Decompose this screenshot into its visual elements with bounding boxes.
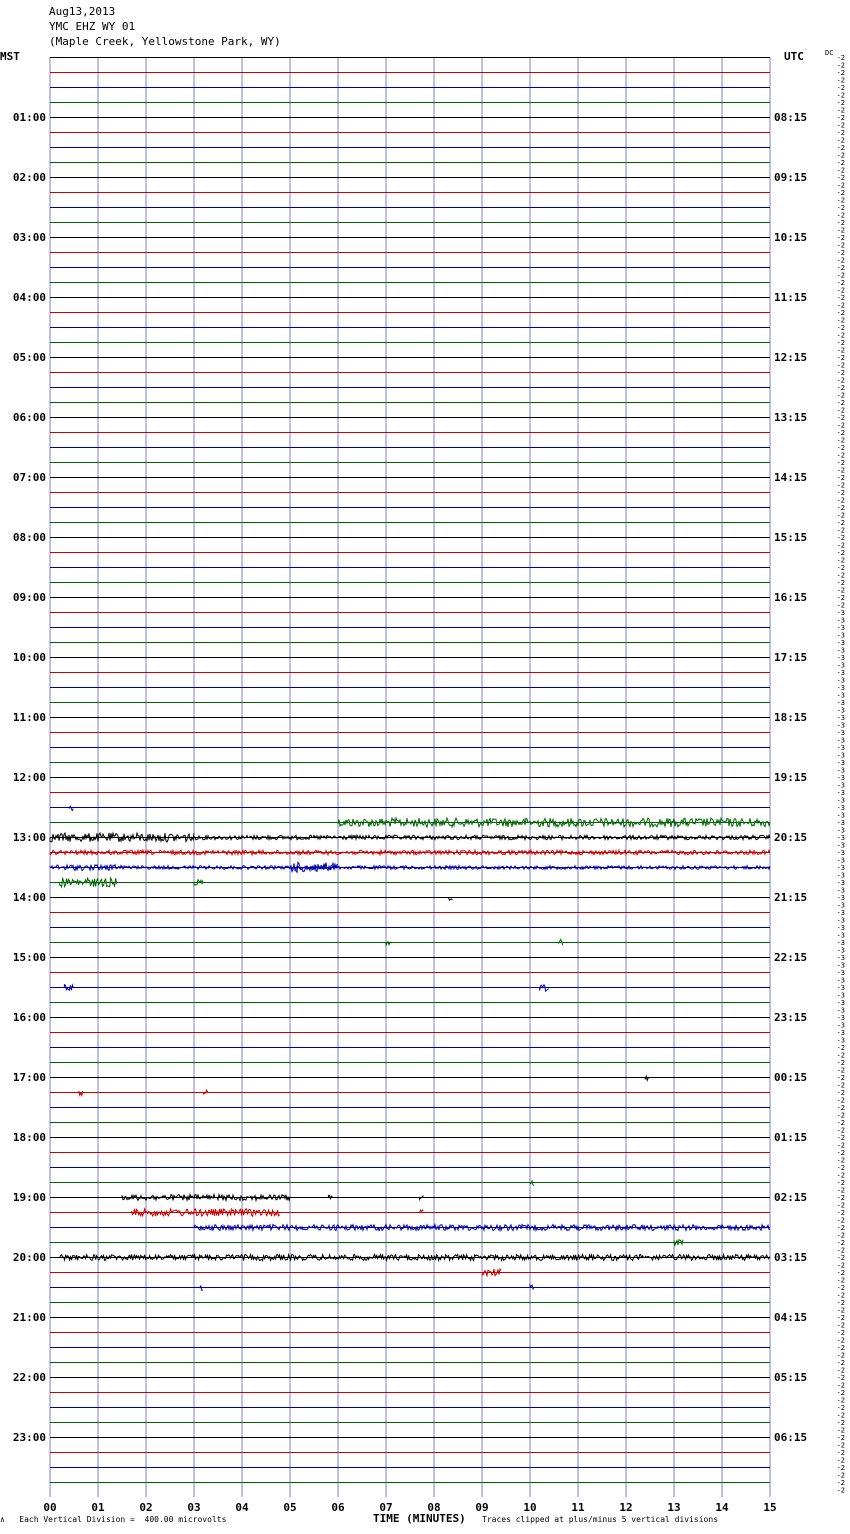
dc-offset-label: -2 bbox=[836, 414, 845, 422]
dc-offset-label: -2 bbox=[836, 1359, 845, 1367]
mst-axis-label: MST bbox=[0, 50, 20, 63]
dc-offset-label: -2 bbox=[836, 144, 845, 152]
dc-offset-label: -2 bbox=[836, 1089, 845, 1097]
minute-tick-label: 01 bbox=[91, 1501, 105, 1514]
mst-hour-label: 19:00 bbox=[12, 1191, 46, 1204]
dc-offset-label: -2 bbox=[836, 316, 845, 325]
dc-offset-label: -2 bbox=[836, 1449, 845, 1457]
dc-offset-label: -3 bbox=[836, 999, 845, 1007]
dc-offset-label: -2 bbox=[836, 1209, 845, 1217]
trace-activity-path bbox=[328, 1195, 332, 1198]
dc-offset-label: -2 bbox=[836, 1479, 845, 1487]
dc-offset-label: -2 bbox=[836, 436, 845, 445]
dc-offset-label: -2 bbox=[836, 526, 845, 535]
dc-offset-label: -2 bbox=[836, 399, 845, 407]
dc-offset-label: -2 bbox=[836, 211, 845, 220]
mst-hour-label: 15:00 bbox=[12, 951, 46, 964]
dc-offset-label: -2 bbox=[836, 601, 845, 610]
dc-offset-label: -2 bbox=[836, 1081, 845, 1090]
dc-offset-label: -2 bbox=[836, 1059, 845, 1067]
seismic-traces bbox=[50, 58, 770, 1483]
dc-offset-label: -3 bbox=[836, 744, 845, 752]
dc-offset-label: -3 bbox=[836, 826, 845, 835]
dc-offset-label: -2 bbox=[836, 1254, 845, 1262]
dc-offset-label: -2 bbox=[836, 339, 845, 347]
dc-offset-label: -3 bbox=[836, 946, 845, 955]
minute-tick-label: 14 bbox=[715, 1501, 729, 1514]
trace-activity-path bbox=[69, 806, 73, 810]
dc-offset-label: -3 bbox=[836, 774, 845, 782]
dc-offset-label: -3 bbox=[836, 939, 845, 947]
dc-offset-label: -2 bbox=[836, 444, 845, 452]
dc-offset-label: -3 bbox=[836, 991, 845, 1000]
mst-hour-label: 03:00 bbox=[12, 231, 46, 244]
dc-offset-label: -3 bbox=[836, 886, 845, 895]
utc-hour-label: 17:15 bbox=[774, 651, 808, 664]
dc-offset-label: -2 bbox=[836, 1299, 845, 1307]
mst-hour-label: 04:00 bbox=[12, 291, 46, 304]
dc-offset-label: -2 bbox=[836, 1276, 845, 1285]
dc-offset-label: -2 bbox=[836, 1411, 845, 1420]
mst-hour-label: 05:00 bbox=[12, 351, 46, 364]
header-date: Aug13,2013 bbox=[49, 5, 116, 18]
trace-activity bbox=[50, 806, 770, 1290]
mst-hour-label: 16:00 bbox=[12, 1011, 46, 1024]
utc-hour-label: 00:15 bbox=[774, 1071, 808, 1084]
dc-offset-label: -3 bbox=[836, 766, 845, 775]
dc-offset-label: -2 bbox=[836, 1464, 845, 1472]
clip-note: Traces clipped at plus/minus 5 vertical divisions bbox=[482, 1515, 719, 1524]
dc-offset-label: -2 bbox=[836, 76, 845, 85]
dc-offset-label: -3 bbox=[836, 646, 845, 655]
dc-offset-label: -3 bbox=[836, 871, 845, 880]
dc-offset-label: -2 bbox=[836, 226, 845, 235]
dc-offset-label: -2 bbox=[836, 159, 845, 167]
dc-offset-label: -3 bbox=[836, 1021, 845, 1030]
dc-offset-label: -2 bbox=[836, 69, 845, 77]
header-station: YMC EHZ WY 01 bbox=[49, 20, 136, 33]
dc-offset-label: -3 bbox=[836, 841, 845, 850]
dc-offset-label: -2 bbox=[836, 1156, 845, 1165]
dc-offset-label: -2 bbox=[836, 519, 845, 527]
minute-tick-label: 04 bbox=[235, 1501, 249, 1514]
mst-hour-label: 18:00 bbox=[12, 1131, 46, 1144]
dc-offset-label: -2 bbox=[836, 1194, 845, 1202]
dc-offset-label: -2 bbox=[836, 1201, 845, 1210]
dc-offset-label: -2 bbox=[836, 294, 845, 302]
trace-activity-path bbox=[540, 985, 549, 991]
dc-offset-label: -3 bbox=[836, 796, 845, 805]
utc-hour-label: 02:15 bbox=[774, 1191, 808, 1204]
dc-offset-label: -2 bbox=[836, 271, 845, 280]
dc-offset-label: -3 bbox=[836, 654, 845, 662]
dc-offset-label: -2 bbox=[836, 354, 845, 362]
utc-hour-label: 20:15 bbox=[774, 831, 808, 844]
utc-hour-label: 04:15 bbox=[774, 1311, 808, 1324]
dc-offset-label: -2 bbox=[836, 279, 845, 287]
minute-tick-label: 05 bbox=[283, 1501, 297, 1514]
mst-hour-label: 07:00 bbox=[12, 471, 46, 484]
dc-offset-label: -3 bbox=[836, 924, 845, 932]
dc-offset-label: -3 bbox=[836, 856, 845, 865]
dc-offset-label: -2 bbox=[836, 219, 845, 227]
dc-offset-label: -2 bbox=[836, 586, 845, 595]
dc-offset-label: -3 bbox=[836, 1029, 845, 1037]
dc-offset-label: -2 bbox=[836, 1126, 845, 1135]
dc-offset-label: -2 bbox=[836, 406, 845, 415]
trace-activity-path bbox=[199, 1286, 203, 1290]
dc-offset-label: -2 bbox=[836, 84, 845, 92]
dc-offset-label: -2 bbox=[836, 376, 845, 385]
mst-hour-label: 10:00 bbox=[12, 651, 46, 664]
minute-tick-label: 00 bbox=[43, 1501, 57, 1514]
dc-offset-label: -2 bbox=[836, 511, 845, 520]
dc-offset-label: -2 bbox=[836, 114, 845, 122]
dc-offset-label: -2 bbox=[836, 54, 845, 62]
dc-offset-label: -3 bbox=[836, 804, 845, 812]
utc-hour-label: 03:15 bbox=[774, 1251, 808, 1264]
dc-offset-label: -2 bbox=[836, 106, 845, 115]
dc-offset-label: -3 bbox=[836, 901, 845, 910]
dc-offset-label: -2 bbox=[836, 1351, 845, 1360]
utc-hour-label: 22:15 bbox=[774, 951, 808, 964]
dc-offset-label: -3 bbox=[836, 819, 845, 827]
trace-activity-path bbox=[290, 862, 338, 872]
dc-offset-label: -2 bbox=[836, 564, 845, 572]
utc-hour-label: 15:15 bbox=[774, 531, 808, 544]
dc-offset-label: -2 bbox=[836, 61, 845, 70]
dc-offset-label: -2 bbox=[836, 1246, 845, 1255]
utc-hour-label: 13:15 bbox=[774, 411, 808, 424]
dc-offset-label: -2 bbox=[836, 1104, 845, 1112]
dc-offset-label: -3 bbox=[836, 909, 845, 917]
dc-offset-label: -2 bbox=[836, 1471, 845, 1480]
mst-hour-label: 06:00 bbox=[12, 411, 46, 424]
dc-offset-label: -2 bbox=[836, 1456, 845, 1465]
dc-offset-label: -2 bbox=[836, 1119, 845, 1127]
minute-tick-label: 10 bbox=[523, 1501, 537, 1514]
footer-scale bbox=[0, 1515, 226, 1524]
dc-offset-label: -3 bbox=[836, 879, 845, 887]
minute-tick-label: 15 bbox=[763, 1501, 777, 1514]
dc-offset-label: -2 bbox=[836, 91, 845, 100]
utc-hour-label: 11:15 bbox=[774, 291, 808, 304]
utc-hour-label: 01:15 bbox=[774, 1131, 808, 1144]
dc-offset-label: -3 bbox=[836, 609, 845, 617]
mst-hour-label: 20:00 bbox=[12, 1251, 46, 1264]
mst-hour-label: 01:00 bbox=[12, 111, 46, 124]
dc-offset-label: -2 bbox=[836, 556, 845, 565]
dc-offset-label: -2 bbox=[836, 1164, 845, 1172]
minute-tick-label: 12 bbox=[619, 1501, 633, 1514]
dc-offset-label: -2 bbox=[836, 1366, 845, 1375]
utc-hour-label: 23:15 bbox=[774, 1011, 808, 1024]
dc-offset-label: -2 bbox=[836, 369, 845, 377]
dc-offset-label: -2 bbox=[836, 1486, 845, 1495]
dc-offset-label: -2 bbox=[836, 121, 845, 130]
dc-offset-label: -2 bbox=[836, 459, 845, 467]
dc-offset-label: -3 bbox=[836, 789, 845, 797]
dc-offset-label: -2 bbox=[836, 1426, 845, 1435]
minute-tick-label: 02 bbox=[139, 1501, 153, 1514]
dc-offset-label: -3 bbox=[836, 849, 845, 857]
dc-offset-label: -2 bbox=[836, 1216, 845, 1225]
dc-offset-label: -2 bbox=[836, 346, 845, 355]
scale-note: Each Vertical Division = 400.00 microvolts bbox=[19, 1515, 227, 1524]
dc-offset-label: -2 bbox=[836, 204, 845, 212]
dc-offset-label: -2 bbox=[836, 1149, 845, 1157]
dc-offset-labels bbox=[837, 54, 845, 1495]
dc-offset-label: -2 bbox=[836, 451, 845, 460]
mst-hour-label: 21:00 bbox=[12, 1311, 46, 1324]
dc-offset-label: -2 bbox=[836, 1231, 845, 1240]
dc-offset-label: -3 bbox=[836, 661, 845, 670]
utc-hour-label: 19:15 bbox=[774, 771, 808, 784]
mst-hour-label: 22:00 bbox=[12, 1371, 46, 1384]
dc-offset-label: -2 bbox=[836, 309, 845, 317]
dc-offset-label: -2 bbox=[836, 1111, 845, 1120]
dc-offset-label: -2 bbox=[836, 571, 845, 580]
dc-offset-label: -2 bbox=[836, 1291, 845, 1300]
utc-hour-label: 08:15 bbox=[774, 111, 808, 124]
dc-offset-label: -2 bbox=[836, 166, 845, 175]
dc-offset-label: -3 bbox=[836, 721, 845, 730]
dc-offset-label: -2 bbox=[836, 1344, 845, 1352]
dc-offset-label: -2 bbox=[836, 1066, 845, 1075]
dc-offset-label: -2 bbox=[836, 384, 845, 392]
dc-offset-label: -3 bbox=[836, 639, 845, 647]
dc-offset-label: -2 bbox=[836, 474, 845, 482]
dc-offset-label: -2 bbox=[836, 1096, 845, 1105]
dc-offset-label: -2 bbox=[836, 361, 845, 370]
dc-offset-label: -2 bbox=[836, 331, 845, 340]
dc-offset-label: -2 bbox=[836, 1044, 845, 1052]
trace-activity-path bbox=[530, 1181, 534, 1186]
dc-offset-label: -3 bbox=[836, 669, 845, 677]
dc-offset-label: -3 bbox=[836, 729, 845, 737]
utc-hour-label: 16:15 bbox=[774, 591, 808, 604]
dc-offset-label: -2 bbox=[836, 504, 845, 512]
dc-offset-label: -3 bbox=[836, 751, 845, 760]
dc-offset-label: -2 bbox=[836, 1051, 845, 1060]
dc-offset-label: -2 bbox=[836, 1239, 845, 1247]
dc-offset-label: -2 bbox=[836, 151, 845, 160]
dc-offset-label: -2 bbox=[836, 496, 845, 505]
dc-offset-label: -3 bbox=[836, 976, 845, 985]
dc-offset-label: -3 bbox=[836, 1014, 845, 1022]
dc-offset-label: -2 bbox=[836, 234, 845, 242]
dc-offset-label: -2 bbox=[836, 1374, 845, 1382]
dc-offset-label: -3 bbox=[836, 616, 845, 625]
minute-tick-label: 13 bbox=[667, 1501, 681, 1514]
dc-offset-label: -3 bbox=[836, 811, 845, 820]
mst-hour-label: 23:00 bbox=[12, 1431, 46, 1444]
dc-offset-label: -2 bbox=[836, 99, 845, 107]
x-axis-title: TIME (MINUTES) bbox=[373, 1512, 466, 1525]
mst-hour-label: 12:00 bbox=[12, 771, 46, 784]
dc-offset-label: -2 bbox=[836, 189, 845, 197]
dc-offset-label: -2 bbox=[836, 391, 845, 400]
dc-offset-label: -2 bbox=[836, 534, 845, 542]
dc-offset-label: -2 bbox=[836, 1141, 845, 1150]
utc-hour-label: 12:15 bbox=[774, 351, 808, 364]
dc-offset-label: -2 bbox=[836, 1284, 845, 1292]
dc-offset-label: -2 bbox=[836, 1381, 845, 1390]
dc-offset-label: -3 bbox=[836, 834, 845, 842]
dc-offset-label: -2 bbox=[836, 286, 845, 295]
dc-offset-label: -2 bbox=[836, 136, 845, 145]
dc-offset-label: -3 bbox=[836, 676, 845, 685]
utc-axis-label: UTC bbox=[784, 50, 804, 63]
dc-offset-label: -3 bbox=[836, 624, 845, 632]
trace-activity-path bbox=[645, 1076, 649, 1080]
utc-hour-label: 14:15 bbox=[774, 471, 808, 484]
dc-offset-label: -2 bbox=[836, 1179, 845, 1187]
dc-offset-label: -2 bbox=[836, 256, 845, 265]
dc-offset-label: -2 bbox=[836, 196, 845, 205]
mst-hour-label: 14:00 bbox=[12, 891, 46, 904]
dc-offset-label: -3 bbox=[836, 916, 845, 925]
dc-offset-label: -2 bbox=[836, 1224, 845, 1232]
utc-hour-label: 18:15 bbox=[774, 711, 808, 724]
dc-offset-label: -2 bbox=[836, 181, 845, 190]
dc-offset-label: -3 bbox=[836, 684, 845, 692]
dc-offset-label: -2 bbox=[836, 241, 845, 250]
dc-offset-label: -2 bbox=[836, 466, 845, 475]
mst-hour-label: 02:00 bbox=[12, 171, 46, 184]
dc-offset-label: -3 bbox=[836, 961, 845, 970]
dc-offset-label: -3 bbox=[836, 691, 845, 700]
utc-hour-labels bbox=[774, 111, 807, 1444]
dc-offset-label: -2 bbox=[836, 1321, 845, 1330]
dc-offset-label: -2 bbox=[836, 594, 845, 602]
dc-offset-label: -3 bbox=[836, 781, 845, 790]
utc-hour-label: 09:15 bbox=[774, 171, 808, 184]
mst-hour-label: 09:00 bbox=[12, 591, 46, 604]
mst-hour-label: 08:00 bbox=[12, 531, 46, 544]
dc-offset-label: -3 bbox=[836, 714, 845, 722]
dc-offset-label: -2 bbox=[836, 301, 845, 310]
mst-hour-label: 13:00 bbox=[12, 831, 46, 844]
dc-offset-label: -3 bbox=[836, 969, 845, 977]
utc-hour-label: 10:15 bbox=[774, 231, 808, 244]
dc-offset-label: -2 bbox=[836, 1441, 845, 1450]
dc-offset-label: -2 bbox=[836, 1074, 845, 1082]
trace-activity-path bbox=[79, 1091, 83, 1095]
dc-offset-label: -2 bbox=[836, 489, 845, 497]
dc-offset-label: -3 bbox=[836, 894, 845, 902]
utc-hour-label: 05:15 bbox=[774, 1371, 808, 1384]
dc-offset-label: -2 bbox=[836, 174, 845, 182]
dc-offset-label: -3 bbox=[836, 759, 845, 767]
dc-offset-label: -2 bbox=[836, 1419, 845, 1427]
dc-offset-label: -2 bbox=[836, 579, 845, 587]
dc-offset-label: -3 bbox=[836, 736, 845, 745]
mst-hour-label: 17:00 bbox=[12, 1071, 46, 1084]
dc-offset-label: -3 bbox=[836, 931, 845, 940]
dc-offset-label: -2 bbox=[836, 264, 845, 272]
dc-offset-label: -2 bbox=[836, 421, 845, 430]
dc-offset-label: -3 bbox=[836, 1006, 845, 1015]
minute-tick-label: 09 bbox=[475, 1501, 489, 1514]
dc-offset-label: -3 bbox=[836, 984, 845, 992]
dc-offset-label: -2 bbox=[836, 1314, 845, 1322]
minute-tick-label: 11 bbox=[571, 1501, 585, 1514]
utc-hour-label: 06:15 bbox=[774, 1431, 808, 1444]
dc-offset-label: -2 bbox=[836, 1434, 845, 1442]
dc-offset-label: -2 bbox=[836, 1329, 845, 1337]
minute-tick-label: 07 bbox=[379, 1501, 393, 1514]
dc-offset-label: -3 bbox=[836, 706, 845, 715]
mst-hour-labels bbox=[13, 111, 46, 1444]
dc-offset-label: -2 bbox=[836, 549, 845, 557]
header-location: (Maple Creek, Yellowstone Park, WY) bbox=[49, 35, 281, 48]
dc-offset-label: -2 bbox=[836, 541, 845, 550]
dc-offset-label: -2 bbox=[836, 1404, 845, 1412]
dc-offset-label: -2 bbox=[836, 1269, 845, 1277]
dc-offset-label: -2 bbox=[836, 1186, 845, 1195]
dc-offset-label: -2 bbox=[836, 129, 845, 137]
dc-offset-label: -2 bbox=[836, 1261, 845, 1270]
dc-offset-label: -3 bbox=[836, 699, 845, 707]
utc-hour-label: 21:15 bbox=[774, 891, 808, 904]
dc-offset-label: -3 bbox=[836, 864, 845, 872]
corner-mark: ∧ bbox=[0, 1515, 5, 1524]
minute-tick-label: 06 bbox=[331, 1501, 345, 1514]
dc-column-label: DC bbox=[825, 49, 834, 57]
dc-offset-label: -2 bbox=[836, 1134, 845, 1142]
dc-offset-label: -2 bbox=[836, 481, 845, 490]
dc-offset-label: -2 bbox=[836, 249, 845, 257]
dc-offset-label: -3 bbox=[836, 631, 845, 640]
mst-hour-label: 11:00 bbox=[12, 711, 46, 724]
dc-offset-label: -2 bbox=[836, 1336, 845, 1345]
dc-offset-label: -2 bbox=[836, 429, 845, 437]
minute-tick-label: 08 bbox=[427, 1501, 441, 1514]
minute-tick-label: 03 bbox=[187, 1501, 201, 1514]
dc-offset-label: -2 bbox=[836, 1171, 845, 1180]
dc-offset-label: -2 bbox=[836, 1306, 845, 1315]
dc-offset-label: -2 bbox=[836, 1396, 845, 1405]
dc-offset-label: -2 bbox=[836, 324, 845, 332]
dc-offset-label: -2 bbox=[836, 1389, 845, 1397]
dc-offset-label: -3 bbox=[836, 1036, 845, 1045]
dc-offset-label: -3 bbox=[836, 954, 845, 962]
